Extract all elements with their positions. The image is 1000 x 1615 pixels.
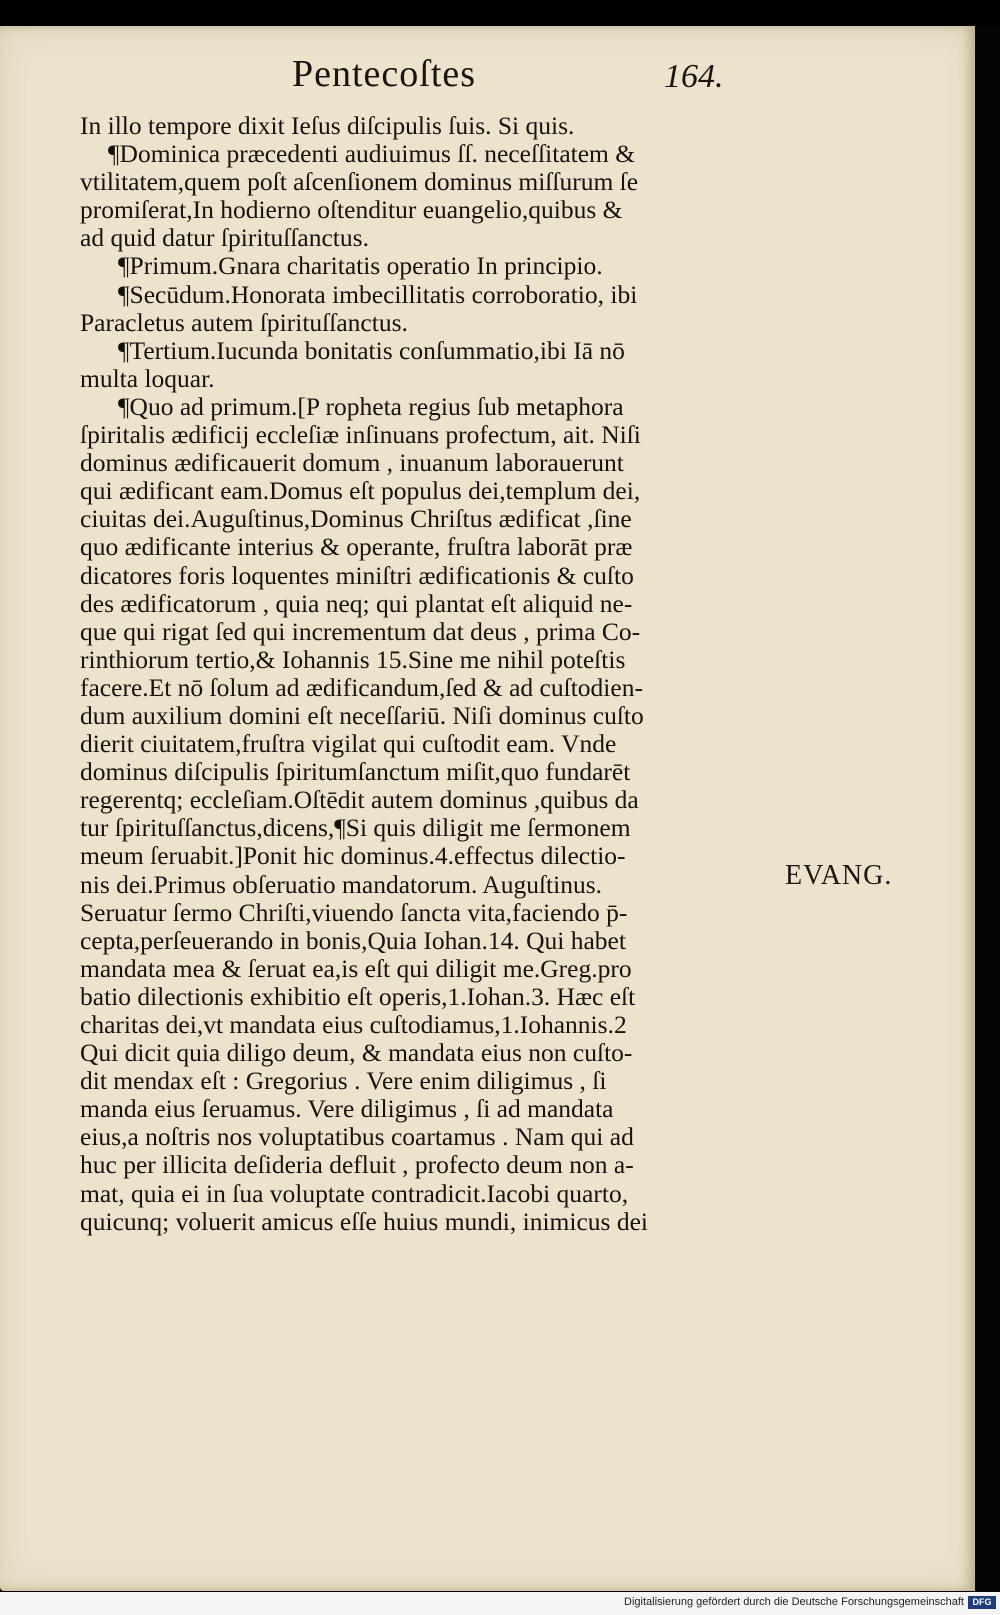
text-line: meum ſeruabit.]Ponit hic dominus.4.effectus dilectio- [80,842,626,871]
marginal-note: EVANG. [785,860,893,891]
text-line: manda eius ſeruamus. Vere diligimus , ſi ad mandata [80,1095,614,1124]
text-line: ſpiritalis ædificij eccleſiæ inſinuans profectum, ait. Niſi [80,421,641,450]
dfg-logo-icon: DFG [968,1596,996,1609]
text-line: ¶Primum.Gnara charitatis operatio In principio. [118,252,603,281]
text-line: rinthiorum tertio,& Iohannis 15.Sine me nihil poteſtis [80,645,626,674]
text-line: facere.Et nō ſolum ad ædificandum,ſed & ad cuſtodien- [80,673,643,702]
text-line: qui ædificant eam.Domus eſt populus dei,templum dei, [80,477,641,506]
text-line: ¶Dominica præcedenti audiuimus ſſ. neceſſitatem & [108,140,636,169]
text-line: dicatores foris loquentes miniſtri ædificationis & cuſto [80,561,634,590]
text-line: Paracletus autem ſpirituſſanctus. [80,308,408,337]
text-line: des ædificatorum , quia neq; qui plantat eſt aliquid ne- [80,589,633,618]
text-line: tur ſpirituſſanctus,dicens,¶Si quis diligit me ſermonem [80,814,631,843]
text-line: quo ædificante interius & operante, fruſtra laborāt præ [80,533,633,562]
page-header [0,50,975,110]
text-line: que qui rigat ſed qui incrementum dat deus , prima Co- [80,617,641,646]
text-line: dierit ciuitatem,fruſtra vigilat qui cuſtodit eam. Vnde [80,730,617,759]
text-line: eius,a noſtris nos voluptatibus coartamus . Nam qui ad [80,1123,634,1152]
text-line: dit mendax eſt : Gregorius . Vere enim diligimus , ſi [80,1067,607,1096]
text-line: cepta,perſeuerando in bonis,Quia Iohan.14. Qui habet [80,926,626,955]
text-line: huc per illicita deſideria defluit , profecto deum non a- [80,1151,634,1180]
text-line: ¶Quo ad primum.[P ropheta regius ſub metaphora [118,392,624,421]
text-line: nis dei.Primus obſeruatio mandatorum. Auguſtinus. [80,870,603,899]
text-line: mandata mea & ſeruat ea,is eſt qui diligit me.Greg.pro [80,954,632,983]
text-line: vtilitatem,quem poſt aſcenſionem dominus miſſurum ſe [80,168,639,197]
text-line: dum auxilium domini eſt neceſſariū. Niſi dominus cuſto [80,701,644,730]
text-line: quicunq; voluerit amicus eſſe huius mundi, inimicus dei [80,1207,648,1236]
text-line: ciuitas dei.Auguſtinus,Dominus Chriſtus ædificat ,ſine [80,505,632,534]
text-line: regerentq; eccleſiam.Oſtēdit autem dominus ,quibus da [80,786,639,815]
running-title: Pentecoſtes [292,53,477,95]
text-line: batio dilectionis exhibitio eſt operis,1.Iohan.3. Hæc eſt [80,982,636,1011]
text-line: ¶Secūdum.Honorata imbecillitatis corroboratio, ibi [118,280,638,309]
scan-edge [975,26,1000,1591]
text-line: ad quid datur ſpirituſſanctus. [80,224,369,253]
text-line: charitas dei,vt mandata eius cuſtodiamus,1.Iohannis.2 [80,1011,627,1039]
folio-number: 164. [664,58,724,95]
text-line: Seruatur ſermo Chriſti,viuendo ſancta vita,faciendo p̄- [80,898,628,927]
text-line: ¶Tertium.Iucunda bonitatis conſummatio,ibi Iā nō [118,336,625,365]
text-line: promiſerat,In hodierno oſtenditur euangelio,quibus & [80,196,623,225]
text-line: In illo tempore dixit Ieſus diſcipulis ſuis. Si quis. [80,112,575,140]
text-line: multa loquar. [80,364,215,393]
digitization-footer [0,1592,1000,1615]
body-text [80,112,770,1236]
text-line: dominus ædificauerit domum , inuanum laborauerunt [80,449,624,478]
footer-credit: Digitalisierung gefördert durch die Deutsche Forschungsgemeinschaft [624,1596,964,1608]
text-line: mat, quia ei in ſua voluptate contradicit.Iacobi quarto, [80,1179,629,1208]
text-line: Qui dicit quia diligo deum, & mandata eius non cuſto- [80,1039,633,1068]
text-line: dominus diſcipulis ſpiritumſanctum miſit,quo fundarēt [80,758,631,787]
